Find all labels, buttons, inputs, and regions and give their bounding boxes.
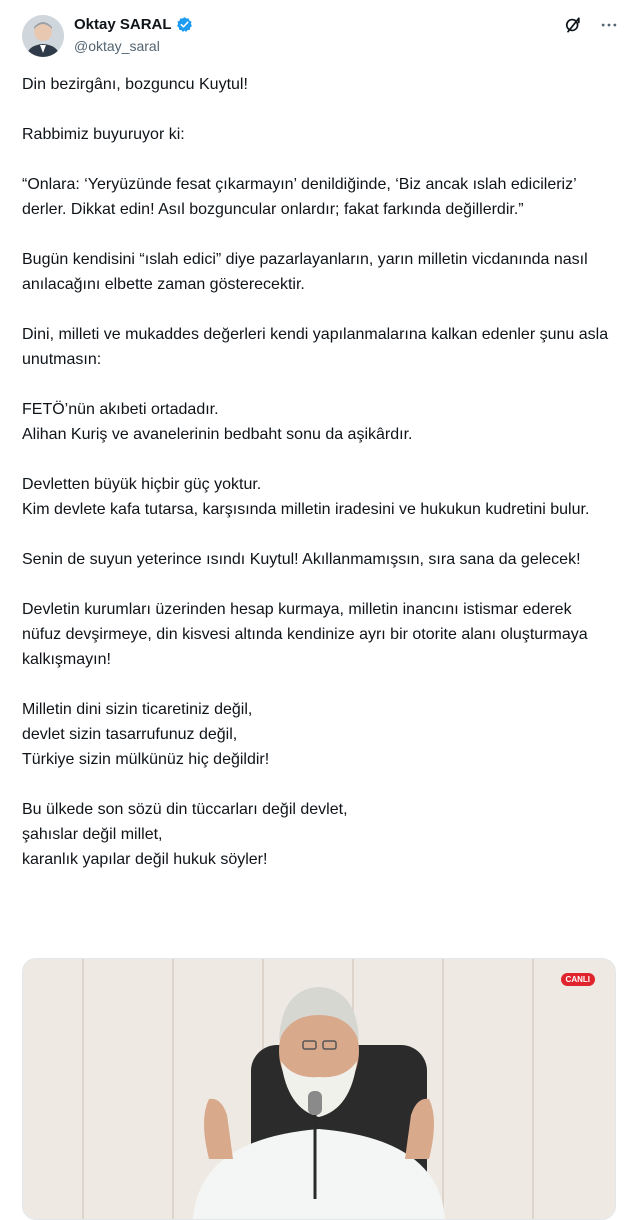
tweet-paragraph: Bugün kendisini “ıslah edici” diye pazarlayanların, yarın milletin vicdanında nasıl anılacağını elbette zaman gösterecektir. — [22, 251, 588, 293]
tweet-paragraph: Devletten büyük hiçbir güç yoktur. Kim devlete kafa tutarsa, karşısında milletin iradesini ve hukukun kudretini bulur. — [22, 476, 590, 518]
handle[interactable]: @oktay_saral — [74, 38, 160, 54]
tweet-paragraph: Milletin dini sizin ticaretiniz değil, devlet sizin tasarrufunuz değil, Türkiye sizin mülkünüz hiç değildir! — [22, 701, 270, 768]
tweet-paragraph: Senin de suyun yeterince ısındı Kuytul! Akıllanmamışsın, sıra sana da gelecek! — [22, 551, 581, 568]
tweet-paragraph: Rabbimiz buyuruyor ki: — [22, 126, 185, 143]
name-row — [74, 16, 193, 33]
header-actions — [562, 14, 620, 36]
tweet-paragraph: Din bezirgânı, bozguncu Kuytul! — [22, 76, 248, 93]
avatar[interactable] — [22, 15, 64, 57]
display-name[interactable]: Oktay SARAL — [74, 16, 172, 33]
tweet-media-video[interactable] — [22, 958, 616, 1220]
live-badge: CANLI — [561, 973, 595, 986]
grok-icon[interactable] — [562, 14, 584, 36]
tweet-paragraph: Devletin kurumları üzerinden hesap kurmaya, milletin inancını istismar ederek nüfuz devşirmeye, din kisvesi altında kendinize ayrı bir otorite alanı oluşturmaya kalkışmayın! — [22, 601, 588, 668]
tweet-paragraph: Bu ülkede son sözü din tüccarları değil devlet, şahıslar değil millet, karanlık yapılar değil hukuk söyler! — [22, 801, 348, 868]
tweet-paragraph: FETÖ’nün akıbeti ortadadır. Alihan Kuriş ve avanelerinin bedbaht sonu da aşikârdır. — [22, 401, 413, 443]
verified-badge-icon — [176, 16, 193, 33]
tweet-text — [22, 72, 614, 897]
tweet-header — [22, 12, 620, 60]
tweet-paragraph: Dini, milleti ve mukaddes değerleri kendi yapılanmalarına kalkan edenler şunu asla unutmasın: — [22, 326, 609, 368]
tweet-paragraph: “Onlara: ‘Yeryüzünde fesat çıkarmayın’ denildiğinde, ‘Biz ancak ıslah edicileriz’ derler. Dikkat edin! Asıl bozguncular onlardır; fakat farkında değillerdir.” — [22, 176, 577, 218]
video-frame — [23, 959, 615, 1219]
more-icon[interactable] — [598, 14, 620, 36]
